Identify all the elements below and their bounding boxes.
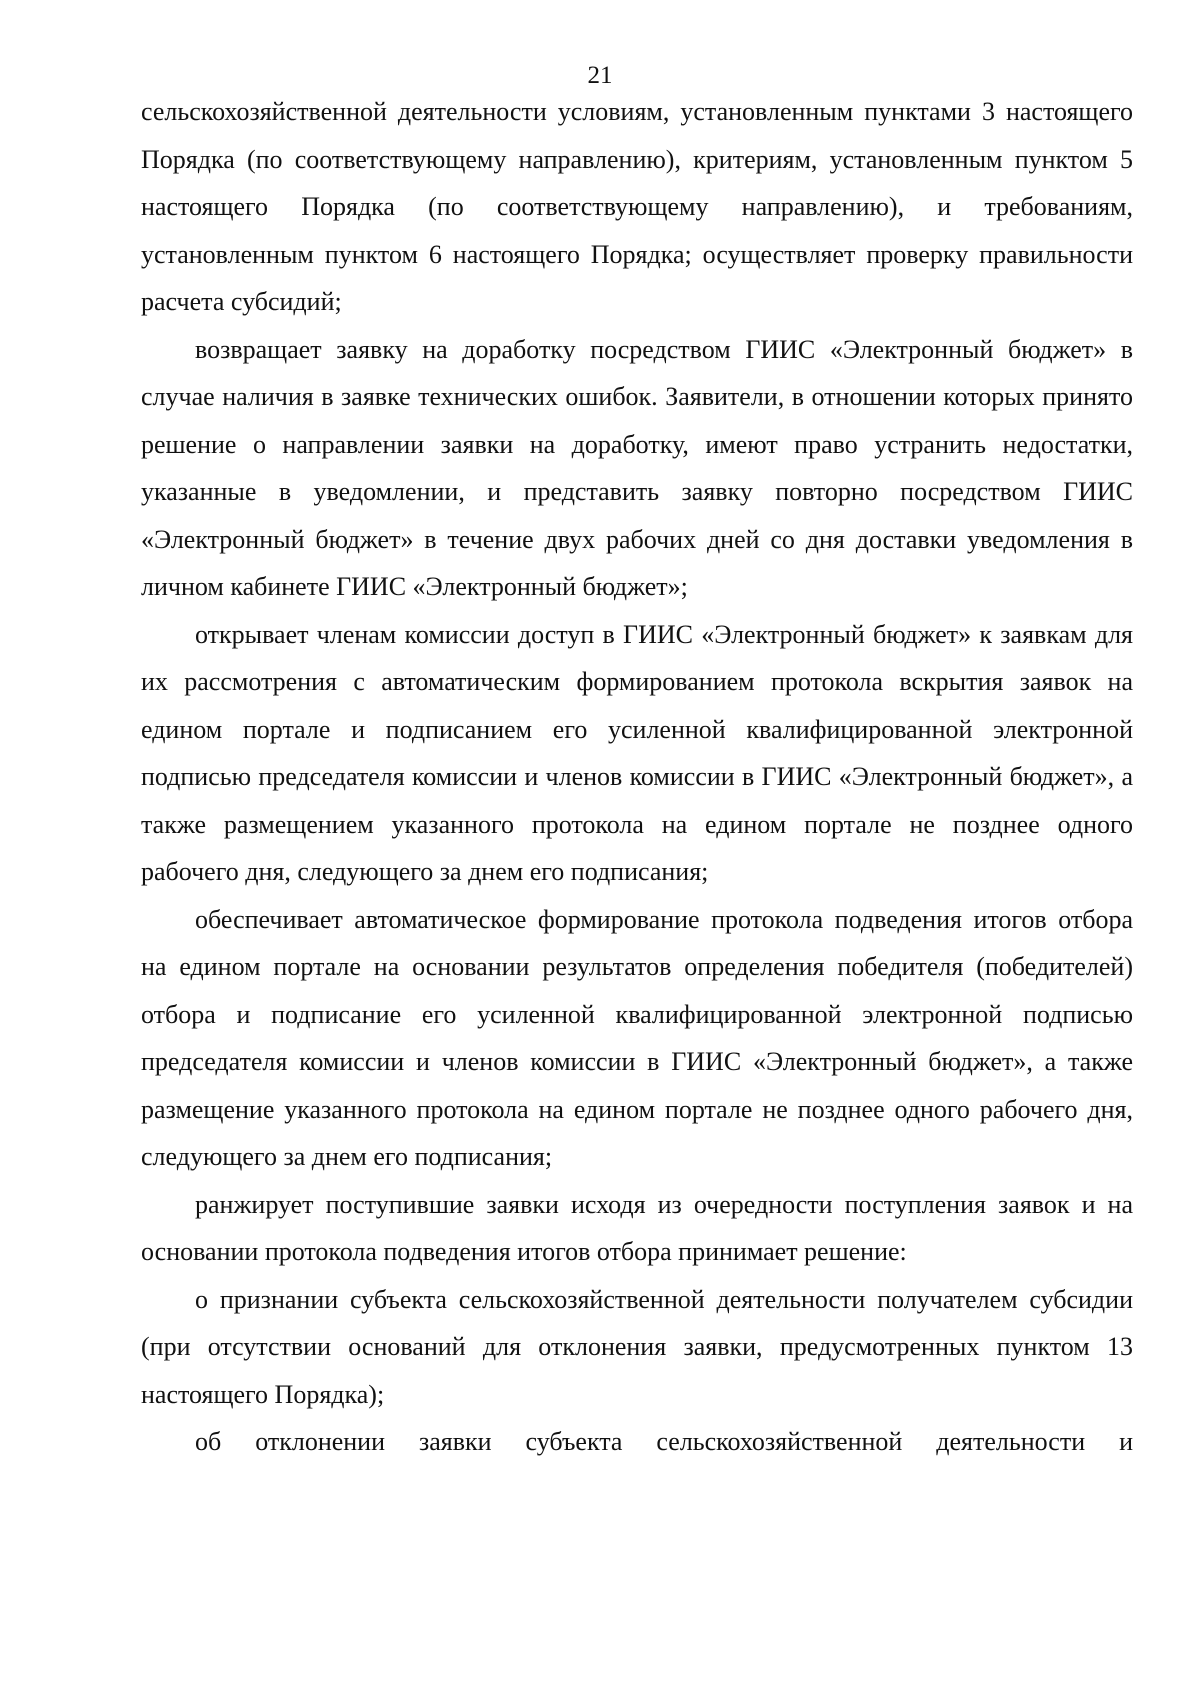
document-body (141, 88, 1133, 1466)
paragraph-rejection: об отклонении заявки субъекта сельскохозяйственной деятельности и (195, 1427, 1133, 1456)
paragraph-return-application: возвращает заявку на доработку посредством ГИИС «Электронный бюджет» в случае наличия в заявке технических ошибок. Заявители, в отношении которых принято решение о направлении заявки на доработку, имеют право устранить недостатки, указанные в уведомлении, и представить заявку повторно посредством ГИИС «Электронный бюджет» в течение двух рабочих дней со дня доставки уведомления в личном кабинете ГИИС «Электронный бюджет»; (141, 334, 1133, 601)
paragraph-protocol-formation: обеспечивает автоматическое формирование протокола подведения итогов отбора на едином портале на основании результатов определения победителя (победителей) отбора и подписание его усиленной квалифицированной электронной подписью председателя комиссии и членов комиссии в ГИИС «Электронный бюджет», а также размещение указанного протокола на едином портале не позднее одного рабочего дня, следующего за днем его подписания; (141, 904, 1133, 1171)
page-number: 21 (587, 62, 613, 89)
paragraph-ranking: ранжирует поступившие заявки исходя из очередности поступления заявок и на основании протокола подведения итогов отбора принимает решение: (141, 1189, 1133, 1266)
paragraph-continuation: сельскохозяйственной деятельности условиям, установленным пунктами 3 настоящего Порядка (по соответствующему направлению), критериям, установленным пунктом 5 настоящего Порядка (по соответствующему направлению), и требованиям, установленным пунктом 6 настоящего Порядка; осуществляет проверку правильности расчета субсидий; (141, 97, 1133, 316)
paragraph-open-access: открывает членам комиссии доступ в ГИИС «Электронный бюджет» к заявкам для их рассмотрения с автоматическим формированием протокола вскрытия заявок на едином портале и подписанием его усиленной квалифицированной электронной подписью председателя комиссии и членов комиссии в ГИИС «Электронный бюджет», а также размещением указанного протокола на едином портале не позднее одного рабочего дня, следующего за днем его подписания; (141, 619, 1133, 886)
paragraph-recognition: о признании субъекта сельскохозяйственной деятельности получателем субсидии (при отсутствии оснований для отклонения заявки, предусмотренных пунктом 13 настоящего Порядка); (141, 1284, 1133, 1409)
